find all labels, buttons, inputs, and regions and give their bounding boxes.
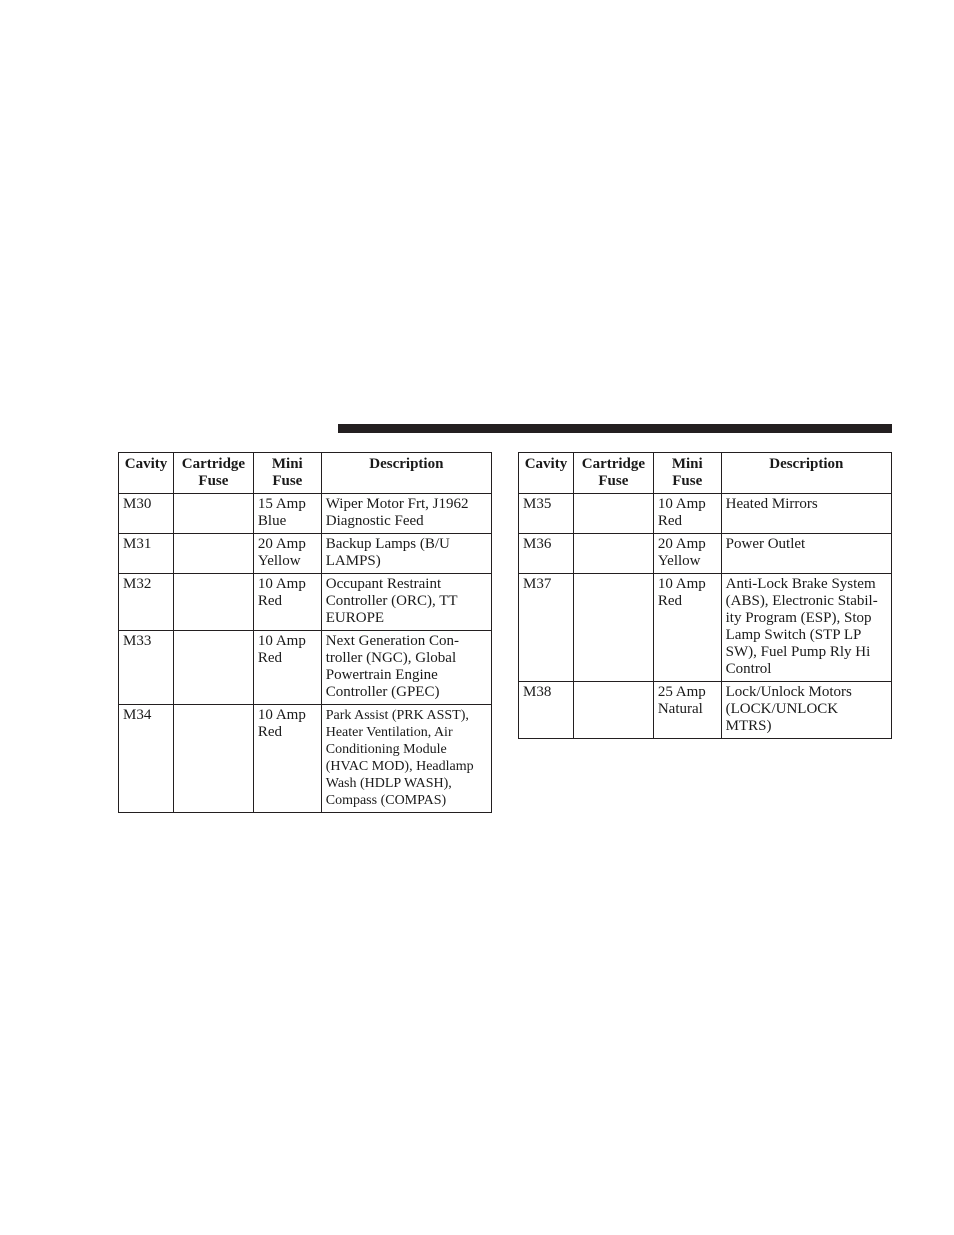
mini-fuse-cell-line: 20 Amp	[257, 536, 306, 552]
table-row	[519, 534, 892, 574]
description-cell-line: Occupant Restraint	[325, 576, 442, 592]
mini-fuse-cell-line: Red	[657, 593, 683, 609]
cartridge-fuse-cell	[573, 494, 653, 534]
description-cell	[721, 494, 891, 534]
mini-fuse-cell-line: Red	[657, 513, 683, 529]
cartridge-fuse-cell	[173, 574, 253, 631]
cavity-cell: M34	[119, 705, 174, 813]
header-mini-fuse: Mini Fuse	[253, 453, 321, 494]
mini-fuse-cell-line: Yellow	[657, 553, 701, 569]
description-cell	[721, 574, 891, 682]
table-row	[119, 574, 492, 631]
table-header-row	[519, 453, 892, 494]
table-row	[519, 574, 892, 682]
description-cell-line: (LOCK/UNLOCK	[725, 701, 839, 717]
mini-fuse-cell-line: 25 Amp	[657, 684, 706, 700]
mini-fuse-cell-line: 10 Amp	[257, 576, 306, 592]
description-cell-line: EUROPE	[325, 610, 385, 626]
description-cell-line: Backup Lamps (B/U	[325, 536, 450, 552]
cavity-cell: M36	[519, 534, 574, 574]
mini-fuse-cell-line: Yellow	[257, 553, 301, 569]
mini-fuse-cell	[253, 574, 321, 631]
description-cell-line: Controller (ORC), TT	[325, 593, 458, 609]
mini-fuse-cell-line: Natural	[657, 701, 703, 717]
description-cell-line: (ABS), Electronic Stabil-	[725, 593, 878, 609]
header-description: Description	[321, 453, 491, 494]
mini-fuse-cell-line: Red	[257, 593, 283, 609]
description-cell-line: Park Assist (PRK ASST),	[325, 708, 469, 723]
description-cell-line: Heated Mirrors	[725, 496, 818, 512]
cavity-cell: M31	[119, 534, 174, 574]
table-row	[119, 631, 492, 705]
header-cavity: Cavity	[119, 453, 174, 494]
mini-fuse-cell-line: 10 Amp	[257, 633, 306, 649]
description-cell	[321, 494, 491, 534]
description-cell-line: Wiper Motor Frt, J1962	[325, 496, 469, 512]
cavity-cell: M33	[119, 631, 174, 705]
header-cartridge-fuse: Cartridge Fuse	[573, 453, 653, 494]
cartridge-fuse-cell	[573, 682, 653, 739]
description-cell-line: ity Program (ESP), Stop	[725, 610, 872, 626]
mini-fuse-cell	[253, 631, 321, 705]
mini-fuse-cell-line: Red	[257, 650, 283, 666]
description-cell	[321, 631, 491, 705]
section-header-rule	[338, 424, 892, 433]
cavity-cell: M35	[519, 494, 574, 534]
cartridge-fuse-cell	[173, 494, 253, 534]
description-cell-line: Compass (COMPAS)	[325, 793, 447, 808]
description-cell	[321, 534, 491, 574]
mini-fuse-cell-line: Blue	[257, 513, 287, 529]
mini-fuse-cell	[253, 705, 321, 813]
table-row	[119, 705, 492, 813]
description-cell	[321, 574, 491, 631]
description-cell-line: MTRS)	[725, 718, 772, 734]
fuse-table-right	[518, 452, 892, 739]
table-row	[519, 682, 892, 739]
table-body-right	[519, 494, 892, 739]
description-cell-line: Lamp Switch (STP LP	[725, 627, 862, 643]
table-row	[519, 494, 892, 534]
description-cell	[321, 705, 491, 813]
cavity-cell: M38	[519, 682, 574, 739]
header-cavity: Cavity	[519, 453, 574, 494]
cartridge-fuse-cell	[173, 534, 253, 574]
header-description: Description	[721, 453, 891, 494]
cartridge-fuse-cell	[573, 574, 653, 682]
description-cell	[721, 682, 891, 739]
description-cell	[721, 534, 891, 574]
table-row	[119, 534, 492, 574]
description-cell-line: Lock/Unlock Motors	[725, 684, 852, 700]
description-cell-line: (HVAC MOD), Headlamp	[325, 759, 474, 774]
cavity-cell: M32	[119, 574, 174, 631]
description-cell-line: Control	[725, 661, 772, 677]
cartridge-fuse-cell	[173, 705, 253, 813]
description-cell-line: Heater Ventilation, Air	[325, 725, 453, 740]
cavity-cell: M37	[519, 574, 574, 682]
description-cell-line: Power Outlet	[725, 536, 806, 552]
mini-fuse-cell	[653, 534, 721, 574]
table-row	[119, 494, 492, 534]
cartridge-fuse-cell	[573, 534, 653, 574]
description-cell-line: Anti-Lock Brake System	[725, 576, 876, 592]
description-cell-line: Next Generation Con-	[325, 633, 460, 649]
cartridge-fuse-cell	[173, 631, 253, 705]
description-cell-line: SW), Fuel Pump Rly Hi	[725, 644, 871, 660]
table-body-left	[119, 494, 492, 813]
description-cell-line: LAMPS)	[325, 553, 381, 569]
mini-fuse-cell-line: 10 Amp	[657, 576, 706, 592]
mini-fuse-cell	[653, 682, 721, 739]
mini-fuse-cell	[253, 494, 321, 534]
fuse-table-left	[118, 452, 492, 813]
mini-fuse-cell	[653, 574, 721, 682]
description-cell-line: Powertrain Engine	[325, 667, 438, 683]
mini-fuse-cell	[253, 534, 321, 574]
mini-fuse-cell	[653, 494, 721, 534]
table-header-row	[119, 453, 492, 494]
description-cell-line: Controller (GPEC)	[325, 684, 440, 700]
mini-fuse-cell-line: 10 Amp	[657, 496, 706, 512]
description-cell-line: Wash (HDLP WASH),	[325, 776, 452, 791]
header-cartridge-fuse: Cartridge Fuse	[173, 453, 253, 494]
description-cell-line: Diagnostic Feed	[325, 513, 424, 529]
cavity-cell: M30	[119, 494, 174, 534]
mini-fuse-cell-line: 10 Amp	[257, 707, 306, 723]
mini-fuse-cell-line: 20 Amp	[657, 536, 706, 552]
mini-fuse-cell-line: Red	[257, 724, 283, 740]
header-mini-fuse: Mini Fuse	[653, 453, 721, 494]
description-cell-line: troller (NGC), Global	[325, 650, 457, 666]
mini-fuse-cell-line: 15 Amp	[257, 496, 306, 512]
description-cell-line: Conditioning Module	[325, 742, 447, 757]
